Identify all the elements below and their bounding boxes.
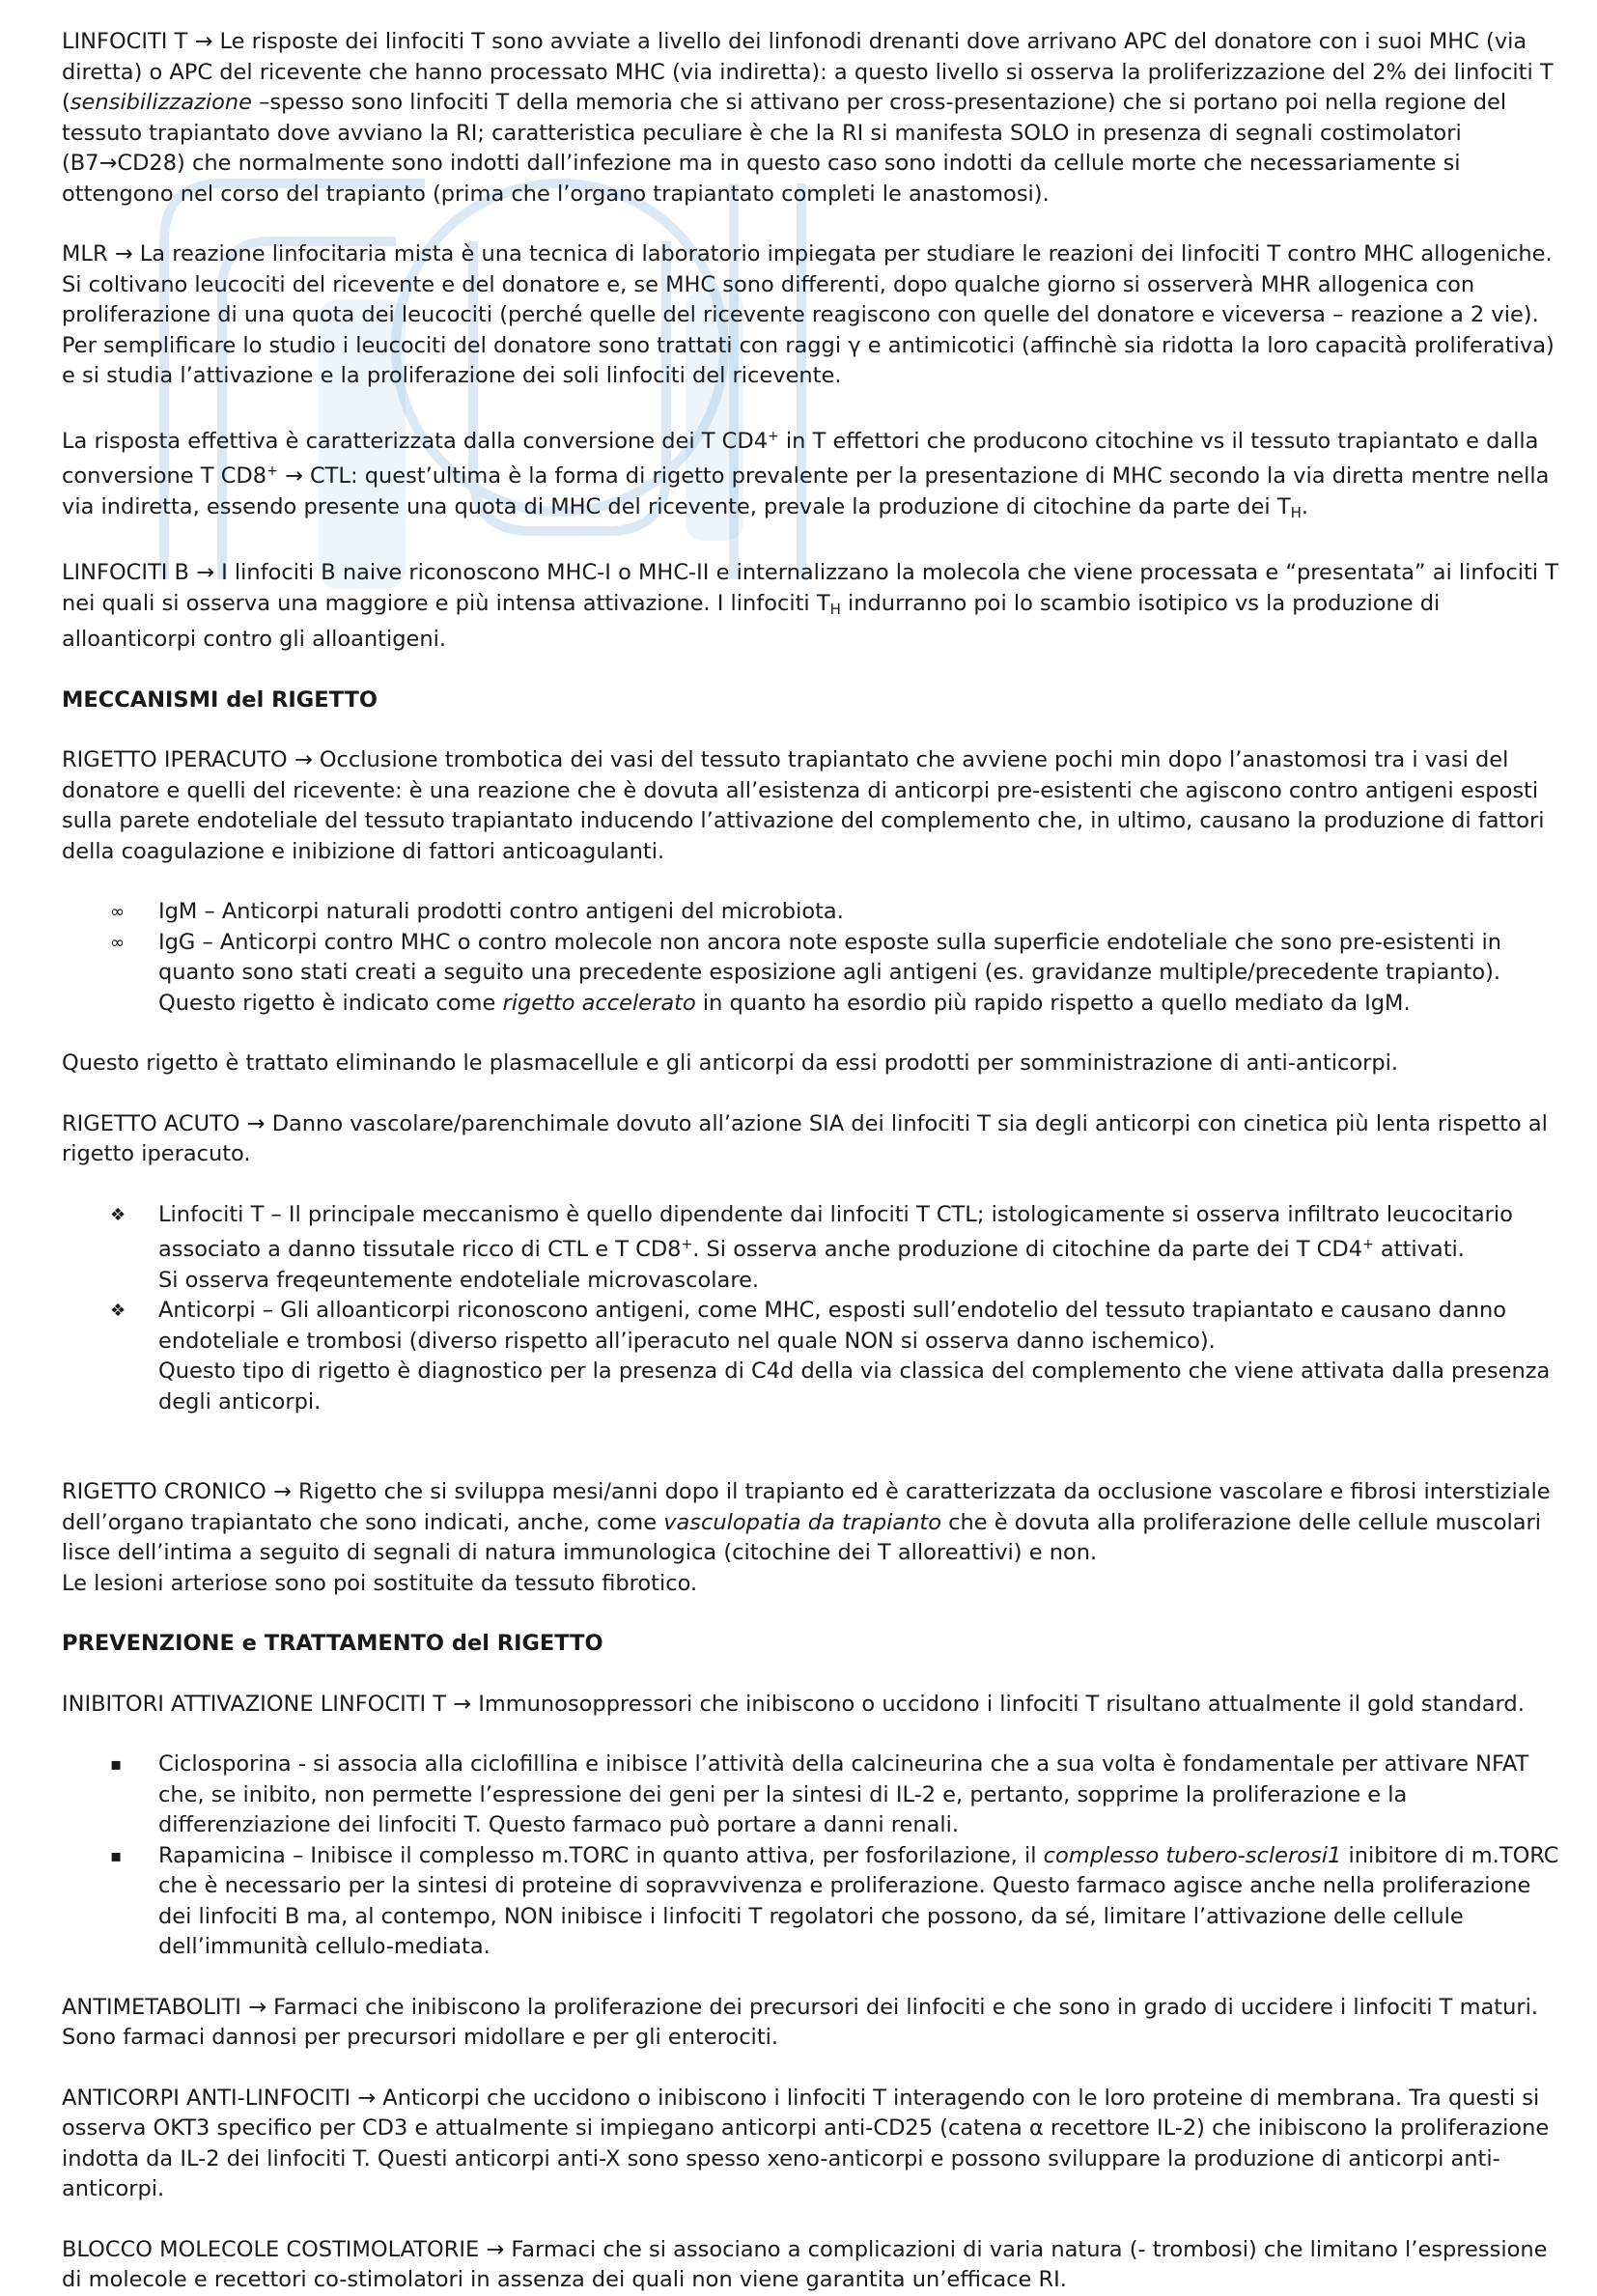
list-anticorpi-iperacuto — [62, 897, 1563, 1019]
arrow-icon: → — [248, 1994, 266, 2020]
square-bullet-icon: ▪ — [110, 1754, 123, 1775]
arrow-icon: → — [486, 2236, 505, 2262]
diamond-bullet-icon: ❖ — [110, 1301, 126, 1321]
arrow-icon: → — [294, 747, 313, 772]
paragraph-inibitori-attivazione: INIBITORI ATTIVAZIONE LINFOCITI T → Immunosoppressori che inibiscono o uccidono i linfociti T risultano attualmente il gold standard. — [62, 1691, 1525, 1717]
section-label: LINFOCITI T — [62, 29, 188, 54]
arrow-icon: → — [98, 151, 118, 176]
paragraph-risposta-effettiva: La risposta effettiva è caratterizzata dalla conversione dei T CD4+ in T effettori che producono citochine vs il tessuto trapiantato e dalla conversione T CD8+ → CTL: quest’ultima è la forma di rigetto prevalente per la presentazione di MHC secondo la via diretta mentre nella via indiretta, essendo presente una quota di MHC del ricevente, prevale la produzione di citochine da parte dei $T_H$. — [62, 428, 1550, 521]
section-label: ANTICORPI ANTI-LINFOCITI — [62, 2085, 351, 2111]
arrow-icon: → — [284, 463, 303, 489]
section-label: RIGETTO ACUTO — [62, 1110, 240, 1136]
list-meccanismi-acuto — [62, 1200, 1563, 1418]
section-label: RIGETTO IPERACUTO — [62, 747, 288, 772]
section-label: LINFOCITI B — [62, 560, 189, 585]
list-item: ∞ IgM – Anticorpi naturali prodotti contro antigeni del microbiota. — [62, 897, 1563, 928]
paragraph-linfociti-b: LINFOCITI B → I linfociti B naive riconoscono MHC-I o MHC-II e internalizzano la molecola che viene processata e “presentata” ai linfociti T nei quali si osserva una maggiore e più intensa attivazione. I linfociti $T_H$ indurranno poi lo scambio isotipico vs la produzione di alloanticorpi contro gli alloantigeni. — [62, 560, 1558, 652]
arrow-icon: → — [114, 241, 133, 266]
arrow-icon: → — [272, 1479, 292, 1504]
paragraph-rigetto-iperacuto: RIGETTO IPERACUTO → Occlusione trombotica dei vasi del tessuto trapiantato che avviene pochi min dopo l’anastomosi tra i vasi del donatore e quelli del ricevente: è una reazione che è dovuta all’esistenza di anticorpi pre-esistenti che agiscono contro antigeni esposti sulla parete endoteliale del tessuto trapiantato inducendo l’attivazione del complemento che, in ultimo, causano la produzione di fattori della coagulazione e inibizione di fattori anticoagulanti. — [62, 747, 1545, 864]
arrow-icon: → — [246, 1110, 266, 1136]
document-page — [62, 27, 1563, 2296]
square-bullet-icon: ▪ — [110, 1845, 123, 1866]
list-item: ▪ Rapamicina – Inibisce il complesso m.TORC in quanto attiva, per fosforilazione, il complesso tubero-sclerosi1 inibitore di m.TORC che è necessario per la sintesi di proteine di sopravvivenza e proliferazione. Questo farmaco agisce anche nella proliferazione dei linfociti B ma, al contempo, NON inibisce i linfociti T regolatori che possono, da sé, limitare l’attivazione delle cellule dell’immunità cellulo-mediata. — [110, 1842, 1559, 1959]
section-label: ANTIMETABOLITI — [62, 1994, 241, 2020]
section-label: BLOCCO MOLECOLE COSTIMOLATORIE — [62, 2236, 480, 2262]
arrow-icon: → — [196, 560, 214, 585]
list-immunosoppressori — [62, 1750, 1563, 1963]
paragraph-anticorpi-anti-linfociti: ANTICORPI ANTI-LINFOCITI → Anticorpi che uccidono o inibiscono i linfociti T interagendo con le loro proteine di membrana. Tra questi si osserva OKT3 specifico per CD3 e attualmente si impiegano anticorpi anti-CD25 (catena α recettore IL-2) che inibiscono la proliferazione indotta da IL-2 dei linfociti T. Questi anticorpi anti-X sono spesso xeno-anticorpi e possono sviluppare la produzione di anticorpi anti-anticorpi. — [62, 2085, 1550, 2201]
list-item: ▪ Ciclosporina - si associa alla ciclofillina e inibisce l’attività della calcineurina che a sua volta è fondamentale per attivare NFAT che, se inibito, non permette l’espressione dei geni per la sintesi di IL-2 e, pertanto, sopprime la proliferazione e la differenziazione dei linfociti T. Questo farmaco può portare a danni renali. — [110, 1751, 1529, 1837]
heading-meccanismi-rigetto: MECCANISMI del RIGETTO — [62, 686, 378, 713]
paragraph-blocco-costimolatorie: BLOCCO MOLECOLE COSTIMOLATORIE → Farmaci che si associano a complicazioni di varia natura (- trombosi) che limitano l’espressione di molecole e recettori co-stimolatori in assenza dei quali non viene garantita un’efficace RI. — [62, 2236, 1548, 2292]
section-label: INIBITORI ATTIVAZIONE LINFOCITI T — [62, 1691, 447, 1717]
heading-prevenzione-trattamento: PREVENZIONE e TRATTAMENTO del RIGETTO — [62, 1631, 603, 1656]
paragraph-rigetto-cronico: RIGETTO CRONICO → Rigetto che si sviluppa mesi/anni dopo il trapianto ed è caratterizzata da occlusione vascolare e fibrosi interstiziale dell’organo trapiantato che sono indicati, anche, come vasculopatia da trapianto che è dovuta alla proliferazione delle cellule muscolari lisce dell’intima a seguito di segnali di natura immunologica (citochine dei T alloreattivi) e non. Le lesioni arteriose sono poi sostituite da tessuto fibrotico. — [62, 1479, 1551, 1596]
diamond-bullet-icon: ❖ — [110, 1204, 126, 1225]
section-label: RIGETTO CRONICO — [62, 1479, 266, 1504]
paragraph-trattamento-iperacuto: Questo rigetto è trattato eliminando le plasmacellule e gli anticorpi da essi prodotti per somministrazione di anti-anticorpi. — [62, 1050, 1399, 1076]
paragraph-rigetto-acuto: RIGETTO ACUTO → Danno vascolare/parenchimale dovuto all’azione SIA dei linfociti T sia degli anticorpi con cinetica più lenta rispetto al rigetto iperacuto. — [62, 1110, 1548, 1166]
list-item: ❖ Linfociti T – Il principale meccanismo è quello dipendente dai linfociti T CTL; istologicamente si osserva infiltrato leucocitario associato a danno tissutale ricco di CTL e T CD8+. Si osserva anche produzione di citochine da parte dei T CD4+ attivati. Si osserva freqeuntemente endoteliale microvascolare. — [110, 1201, 1513, 1293]
arrow-icon: → — [453, 1691, 472, 1717]
paragraph-antimetaboliti: ANTIMETABOLITI → Farmaci che inibiscono la proliferazione dei precursori dei linfociti e che sono in grado di uccidere i linfociti T maturi. Sono farmaci dannosi per precursori midollare e per gli enterociti. — [62, 1994, 1539, 2050]
infinity-bullet-icon: ∞ — [110, 932, 125, 953]
list-item: ∞ IgG – Anticorpi contro MHC o contro molecole non ancora note esposte sulla superficie endoteliale che sono pre-esistenti in quanto sono stati creati a seguito una precedente esposizione agli antigeni (es. gravidanze multiple/precedente trapianto). Questo rigetto è indicato come rigetto accelerato in quanto ha esordio più rapido rispetto a quello mediato da IgM. — [110, 929, 1501, 1016]
section-label: MLR — [62, 241, 108, 266]
paragraph-mlr: MLR → La reazione linfocitaria mista è una tecnica di laboratorio impiegata per studiare le reazioni dei linfociti T contro MHC allogeniche. Si coltivano leucociti del ricevente e del donatore e, se MHC sono differenti, dopo qualche giorno si osserverà MHR allogenica con proliferazione di una quota dei leucociti (perché quelle del ricevente reagiscono con quelle del donatore e viceversa – reazione a 2 vie). Per semplificare lo studio i leucociti del donatore sono trattati con raggi γ e antimicotici (affinchè sia ridotta la loro capacità proliferativa) e si studia l’attivazione e la proliferazione dei soli linfociti del ricevente. — [62, 241, 1555, 388]
paragraph-linfociti-t: LINFOCITI T → Le risposte dei linfociti T sono avviate a livello dei linfonodi drenanti dove arrivano APC del donatore con i suoi MHC (via diretta) o APC del ricevente che hanno processato MHC (via indiretta): a questo livello si osserva la proliferizzazione del 2% dei linfociti T (sensibilizzazione –spesso sono linfociti T della memoria che si attivano per cross-presentazione) che si portano poi nella regione del tessuto trapiantato dove avviano la RI; caratteristica peculiare è che la RI si manifesta SOLO in presenza di segnali costimolatori (B7→CD28) che normalmente sono indotti dall’infezione ma in questo caso sono indotti da cellule morte che necessariamente si ottengono nel corso del trapianto (prima che l’organo trapiantato completi le anastomosi). — [62, 29, 1554, 207]
list-item: ❖ Anticorpi – Gli alloanticorpi riconoscono antigeni, come MHC, esposti sull’endotelio del tessuto trapiantato e causano danno endoteliale e trombosi (diverso rispetto all’iperacuto nel quale NON si osserva danno ischemico). Questo tipo di rigetto è diagnostico per la presenza di C4d della via classica del complemento che viene attivata dalla presenza degli anticorpi. — [110, 1298, 1551, 1414]
infinity-bullet-icon: ∞ — [110, 902, 125, 922]
arrow-icon: → — [357, 2085, 377, 2111]
arrow-icon: → — [194, 29, 213, 54]
